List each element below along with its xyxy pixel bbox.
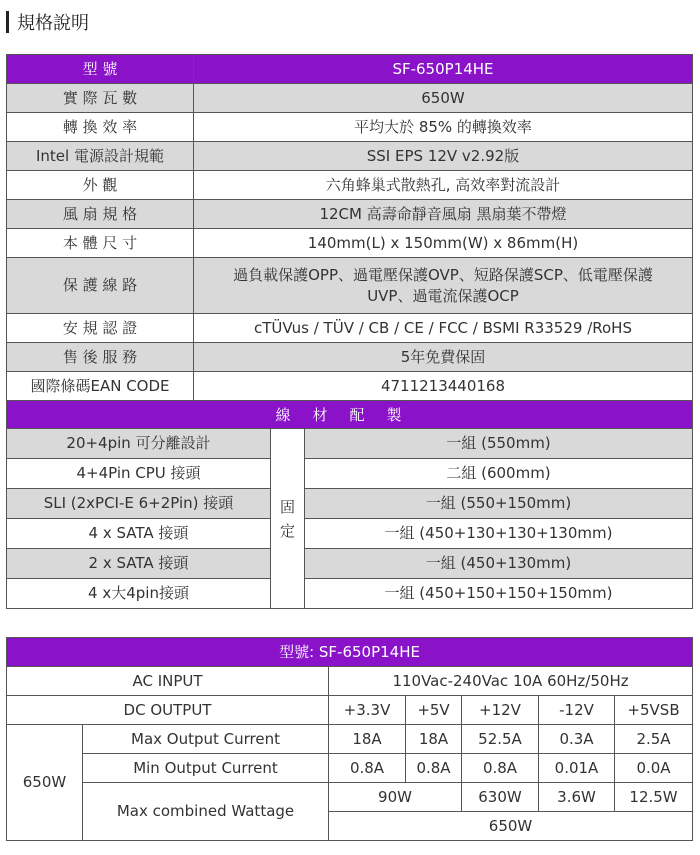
output-title-row [7, 638, 693, 667]
spec-row-protection [7, 258, 693, 314]
cable-value: 一組 (450+130+130+130mm) [305, 519, 693, 549]
dc-output-row [7, 696, 693, 725]
min-current-value: 0.8A [329, 754, 406, 783]
rail-header: +3.3V [329, 696, 406, 725]
combined-wattage-value: 630W [462, 783, 539, 812]
cable-label: 20+4pin 可分離設計 [7, 429, 271, 459]
spec-value: 5年免費保固 [194, 343, 693, 372]
spec-row-efficiency [7, 113, 693, 142]
max-current-value: 18A [406, 725, 462, 754]
max-current-value: 0.3A [539, 725, 615, 754]
wire-header-row [7, 401, 693, 430]
rail-header: +5VSB [615, 696, 693, 725]
spec-label: 風 扇 規 格 [7, 200, 194, 229]
output-table [6, 637, 693, 841]
min-current-row [7, 754, 693, 783]
spec-row-fan [7, 200, 693, 229]
rail-header: +12V [462, 696, 539, 725]
cable-value: 一組 (450+150+150+150mm) [305, 579, 693, 609]
min-current-value: 0.8A [406, 754, 462, 783]
wattage-label: 650W [7, 725, 83, 841]
cable-fixed-text: 固定 [279, 497, 295, 540]
ac-input-value: 110Vac-240Vac 10A 60Hz/50Hz [329, 667, 693, 696]
cable-fixed-label [271, 429, 305, 609]
cable-value: 一組 (550+150mm) [305, 489, 693, 519]
cable-label: SLI (2xPCI-E 6+2Pin) 接頭 [7, 489, 271, 519]
rail-header: +5V [406, 696, 462, 725]
cable-label: 4+4Pin CPU 接頭 [7, 459, 271, 489]
cable-row [7, 459, 693, 489]
heading-bar [6, 11, 9, 33]
spec-label: 保 護 線 路 [7, 258, 194, 314]
min-current-value: 0.8A [462, 754, 539, 783]
max-current-value: 52.5A [462, 725, 539, 754]
combined-wattage-label: Max combined Wattage [83, 783, 329, 841]
spec-value: 650W [194, 84, 693, 113]
cable-label: 2 x SATA 接頭 [7, 549, 271, 579]
spec-value: cTÜVus / TÜV / CB / CE / FCC / BSMI R33529 /RoHS [194, 314, 693, 343]
max-current-value: 18A [329, 725, 406, 754]
cable-row [7, 549, 693, 579]
min-current-value: 0.01A [539, 754, 615, 783]
spec-value: 六角蜂巢式散熱孔, 高效率對流設計 [194, 171, 693, 200]
section-heading-text: 規格說明 [17, 13, 89, 34]
spec-label: 實 際 瓦 數 [7, 84, 194, 113]
max-current-value: 2.5A [615, 725, 693, 754]
cable-row [7, 489, 693, 519]
spec-row-model [7, 55, 693, 84]
spec-value: 4711213440168 [194, 372, 693, 401]
spec-label: 轉 換 效 率 [7, 113, 194, 142]
combined-wattage-value: 90W [329, 783, 462, 812]
spec-value: SSI EPS 12V v2.92版 [194, 142, 693, 171]
cable-label: 4 x SATA 接頭 [7, 519, 271, 549]
cable-value: 一組 (450+130mm) [305, 549, 693, 579]
max-current-label: Max Output Current [83, 725, 329, 754]
section-heading [6, 8, 89, 36]
wire-header: 線材配製 [7, 401, 693, 430]
cable-value: 二組 (600mm) [305, 459, 693, 489]
cable-row [7, 519, 693, 549]
spec-value: 過負載保護OPP、過電壓保護OVP、短路保護SCP、低電壓保護UVP、過電流保護OCP [194, 258, 693, 314]
spec-row-dimensions [7, 229, 693, 258]
cable-table [6, 428, 693, 609]
total-wattage-value: 650W [329, 812, 693, 841]
spec-label: 國際條碼EAN CODE [7, 372, 194, 401]
spec-label: 外 觀 [7, 171, 194, 200]
max-current-row [7, 725, 693, 754]
combined-wattage-row [7, 783, 693, 812]
spec-row-ean [7, 372, 693, 401]
ac-input-label: AC INPUT [7, 667, 329, 696]
spec-row-intel-spec [7, 142, 693, 171]
output-title: 型號: SF-650P14HE [7, 638, 693, 667]
spec-value: 12CM 高壽命靜音風扇 黑扇葉不帶燈 [194, 200, 693, 229]
cable-row [7, 429, 693, 459]
spec-table [6, 54, 693, 430]
spec-label: 安 規 認 證 [7, 314, 194, 343]
spec-row-wattage [7, 84, 693, 113]
combined-wattage-value: 12.5W [615, 783, 693, 812]
spec-value: 140mm(L) x 150mm(W) x 86mm(H) [194, 229, 693, 258]
spec-row-warranty [7, 343, 693, 372]
spec-value: SF-650P14HE [194, 55, 693, 84]
ac-input-row [7, 667, 693, 696]
min-current-label: Min Output Current [83, 754, 329, 783]
combined-wattage-value: 3.6W [539, 783, 615, 812]
cable-label: 4 x大4pin接頭 [7, 579, 271, 609]
rail-header: -12V [539, 696, 615, 725]
min-current-value: 0.0A [615, 754, 693, 783]
spec-value: 平均大於 85% 的轉換效率 [194, 113, 693, 142]
spec-label: 售 後 服 務 [7, 343, 194, 372]
cable-row [7, 579, 693, 609]
spec-label: 本 體 尺 寸 [7, 229, 194, 258]
spec-row-appearance [7, 171, 693, 200]
cable-value: 一組 (550mm) [305, 429, 693, 459]
spec-label: Intel 電源設計規範 [7, 142, 194, 171]
spec-row-certification [7, 314, 693, 343]
spec-label: 型 號 [7, 55, 194, 84]
dc-output-label: DC OUTPUT [7, 696, 329, 725]
